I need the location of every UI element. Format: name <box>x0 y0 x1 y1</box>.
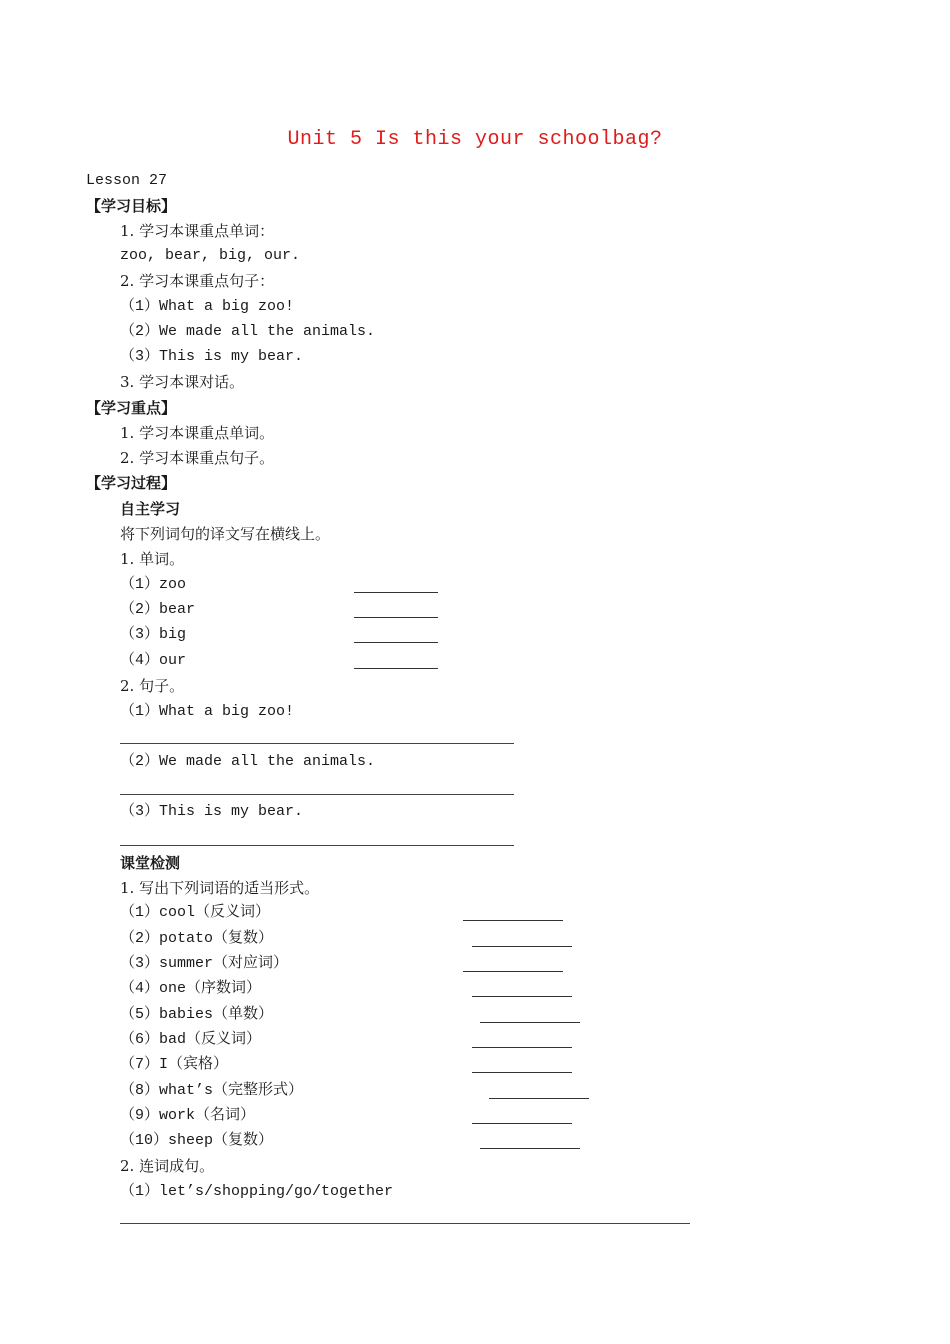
goals-item-2: 2. 学习本课重点句子： <box>120 272 275 290</box>
answer-blank[interactable] <box>354 617 438 618</box>
answer-blank[interactable] <box>480 1148 580 1149</box>
sentence-item-2: （2）We made all the animals. <box>120 753 376 770</box>
page-title: Unit 5 Is this your schoolbag? <box>287 128 663 151</box>
answer-line[interactable] <box>120 794 514 795</box>
word-item-zoo: （1）zoo <box>120 576 187 593</box>
goals-sentence-1: （1）What a big zoo! <box>120 298 295 315</box>
form-question-7: （7）I（宾格） <box>120 1056 229 1073</box>
goals-sentence-2: （2）We made all the animals. <box>120 323 376 340</box>
self-study-instruction: 将下列词句的译文写在横线上。 <box>120 525 331 543</box>
reorder-question-1: （1）let’s/shopping/go/together <box>120 1183 394 1200</box>
answer-blank[interactable] <box>472 1123 572 1124</box>
answer-blank[interactable] <box>463 920 563 921</box>
focus-item-1: 1. 学习本课重点单词。 <box>120 424 275 442</box>
answer-blank[interactable] <box>463 971 563 972</box>
self-study-heading: 自主学习 <box>120 500 181 518</box>
answer-blank[interactable] <box>472 1072 572 1073</box>
answer-line[interactable] <box>120 743 514 744</box>
goals-heading: 【学习目标】 <box>86 197 177 215</box>
form-question-6: （6）bad（反义词） <box>120 1031 262 1048</box>
answer-blank[interactable] <box>472 1047 572 1048</box>
sentence-item-1: （1）What a big zoo! <box>120 703 295 720</box>
goals-words: zoo, bear, big, our. <box>120 247 301 264</box>
form-question-10: （10）sheep（复数） <box>120 1132 274 1149</box>
check-part-2: 2. 连词成句。 <box>120 1157 215 1175</box>
answer-blank[interactable] <box>354 642 438 643</box>
answer-blank[interactable] <box>489 1098 589 1099</box>
answer-line[interactable] <box>120 845 514 846</box>
form-question-5: （5）babies（单数） <box>120 1006 274 1023</box>
answer-blank[interactable] <box>354 668 438 669</box>
process-heading: 【学习过程】 <box>86 474 177 492</box>
form-question-2: （2）potato（复数） <box>120 930 274 947</box>
focus-heading: 【学习重点】 <box>86 399 177 417</box>
sentences-label: 2. 句子。 <box>120 677 185 695</box>
focus-item-2: 2. 学习本课重点句子。 <box>120 449 275 467</box>
check-heading: 课堂检测 <box>120 854 181 872</box>
goals-item-1: 1. 学习本课重点单词： <box>120 222 275 240</box>
answer-line[interactable] <box>120 1223 690 1224</box>
form-question-3: （3）summer（对应词） <box>120 955 289 972</box>
word-item-big: （3）big <box>120 626 187 643</box>
lesson-label: Lesson 27 <box>86 172 168 189</box>
word-item-bear: （2）bear <box>120 601 196 618</box>
answer-blank[interactable] <box>472 996 572 997</box>
goals-sentence-3: （3）This is my bear. <box>120 348 304 365</box>
answer-blank[interactable] <box>472 946 572 947</box>
answer-blank[interactable] <box>480 1022 580 1023</box>
goals-item-3: 3. 学习本课对话。 <box>120 373 245 391</box>
form-question-8: （8）what’s（完整形式） <box>120 1082 304 1099</box>
form-question-1: （1）cool（反义词） <box>120 904 271 921</box>
sentence-item-3: （3）This is my bear. <box>120 803 304 820</box>
form-question-9: （9）work（名词） <box>120 1107 256 1124</box>
form-question-4: （4）one（序数词） <box>120 980 262 997</box>
answer-blank[interactable] <box>354 592 438 593</box>
check-part-1: 1. 写出下列词语的适当形式。 <box>120 879 320 897</box>
word-item-our: （4）our <box>120 652 187 669</box>
words-label: 1. 单词。 <box>120 550 185 568</box>
